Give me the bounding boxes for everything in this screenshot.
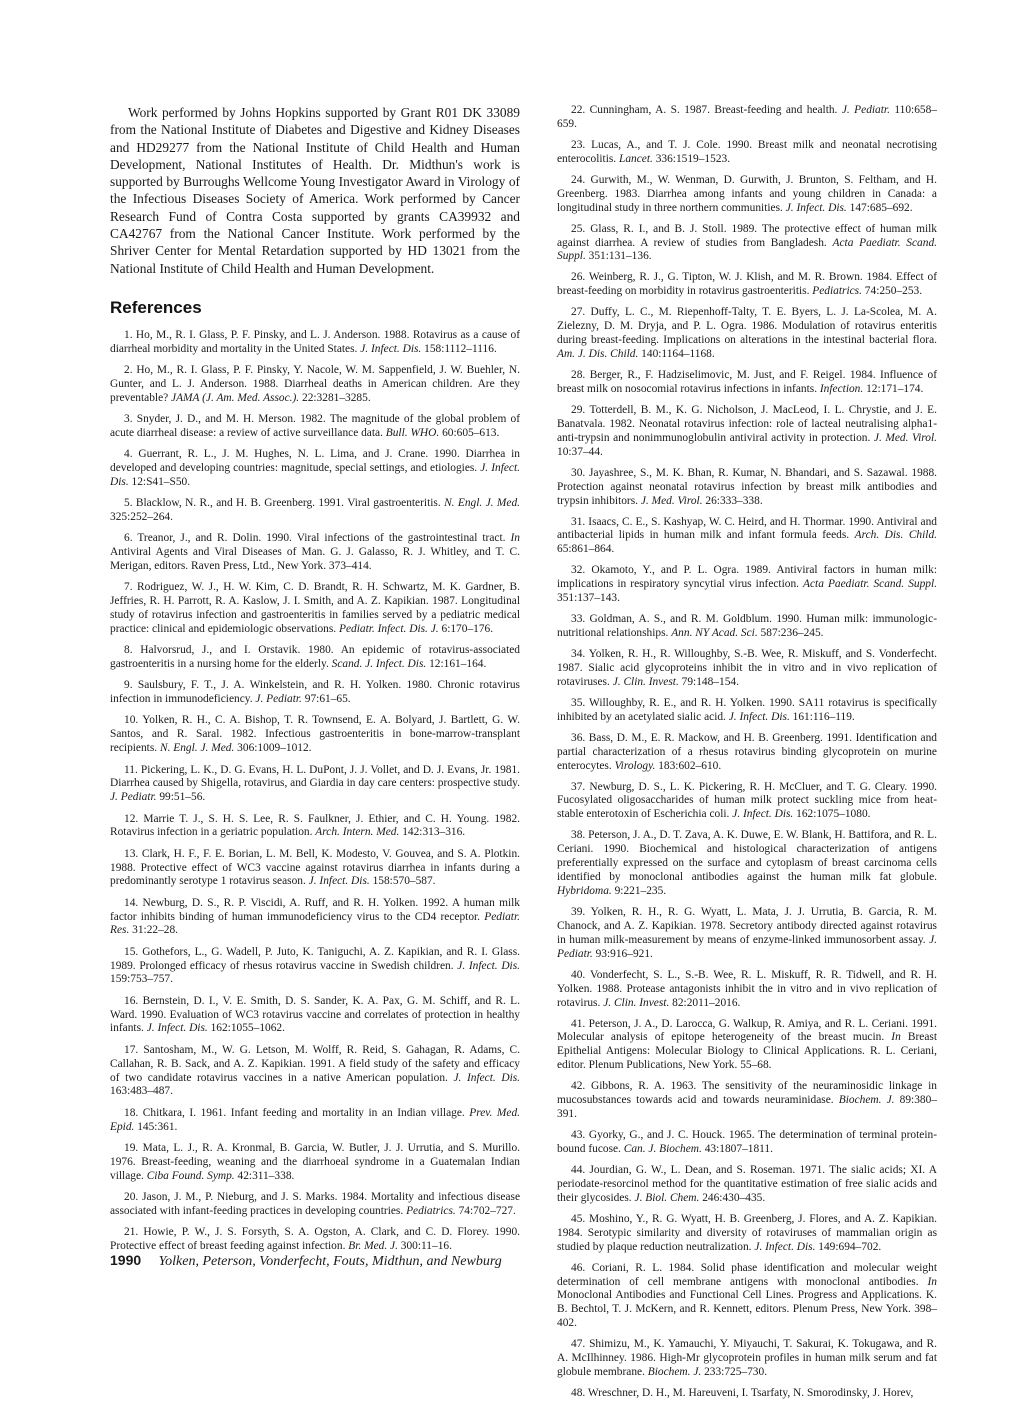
reference-volume-pages: 97:61–65. [301,693,351,706]
reference-item [110,497,520,525]
reference-journal: Lancet. [619,152,653,165]
reference-volume-pages: 351:137–143. [557,592,620,605]
reference-text: 32. Okamoto, Y., and P. L. Ogra. 1989. Antiviral factors in human milk: implications in respiratory syncytial virus infection. [557,564,937,591]
reference-journal: Hybridoma. [557,885,612,897]
reference-text: 10. Yolken, R. H., C. A. Bishop, T. R. Townsend, E. A. Bolyard, J. Bartlett, G. W. Santos, and R. Saral. 1982. Infectious gastroenteritis in bone-marrow-transplant recipients. [110,714,520,755]
reference-volume-pages: 42:311–338. [234,1169,295,1182]
reference-journal: J. Clin. Invest. [612,675,679,688]
reference-journal: J. Infect. Dis. [785,201,847,214]
reference-text: 27. Duffy, L. C., M. Riepenhoff-Talty, T. E. Byers, L. J. La-Scolea, M. A. Zielezny, D. M. Dryja, and P. L. Ogra. 1986. Modulation of rotavirus enteritis during breast-feeding. Implications on alterations in the intestinal bacterial flora. [557,306,937,347]
reference-text: 2. Ho, M., R. I. Glass, P. F. Pinsky, Y. Nacole, W. M. Sappenfield, J. W. Buehler, N. Gunter, and L. J. Anderson. 1988. Diarrheal deaths in American children. Are they preventable? [110,364,520,404]
reference-journal: J. Pediatr. [841,104,890,116]
reference-text: 7. Rodriguez, W. J., H. W. Kim, C. D. Brandt, R. H. Schwartz, M. K. Gardner, B. Jeffries, R. H. Parrott, R. A. Kaslow, J. I. Smith, and A. Z. Kapikian. 1987. Longitudinal study of rotavirus infection and gastroenteritis in families served by a pediatric medical practice: clinical and epidemiologic observations. [110,581,520,636]
reference-volume-pages: 31:22–28. [129,924,179,937]
reference-volume-pages: 93:916–921. [592,947,653,960]
reference-text: 12. Marrie T. J., S. H. S. Lee, R. S. Faulkner, J. Ethier, and C. H. Young. 1982. Rotavirus infection in a geriatric population. [110,812,520,839]
reference-item [110,532,520,574]
reference-journal: Can. J. Biochem. [623,1142,702,1155]
reference-journal: Am. J. Dis. Child. [557,348,639,361]
reference-volume-pages: 161:116–119. [789,710,855,723]
reference-item [110,581,520,637]
reference-volume-pages: 99:51–56. [156,791,206,804]
reference-item [557,829,937,899]
reference-text: 17. Santosham, M., W. G. Letson, M. Wolff, R. Reid, S. Gahagan, R. Adams, C. Callahan, R. B. Sack, and A. Z. Kapikian. 1991. A field study of the safety and efficacy of two candidate rotavirus vaccines in a native American population. [110,1043,520,1084]
reference-text: 3. Snyder, J. D., and M. H. Merson. 1982. The magnitude of the global problem of acute diarrheal disease: a review of active surveillance data. [110,413,520,439]
reference-journal: Acta Paediatr. Scand. Suppl. [803,578,937,591]
reference-volume-pages: 587:236–245. [757,627,824,640]
reference-text: 28. Berger, R., F. Hadziselimovic, M. Just, and F. Reigel. 1984. Influence of breast milk on nosocomial rotavirus infections in infants. [557,369,937,395]
reference-text: 31. Isaacs, C. E., S. Kashyap, W. C. Heird, and H. Thormar. 1990. Antiviral and antibacterial lipids in human milk and infant formula feeds. [557,515,937,542]
reference-journal: J. Infect. Dis. [457,959,521,972]
reference-journal: Pediatrics. [406,1204,456,1217]
reference-volume-pages: 74:250–253. [861,285,923,298]
reference-item [557,174,937,216]
reference-text: 11. Pickering, L. K., D. G. Evans, H. L. DuPont, J. J. Vollet, and D. J. Evans, Jr. 1981. Diarrhea caused by Shigella, rotavirus, and Giardia in day care centers: prospective study. [110,763,520,790]
reference-text: 22. Cunningham, A. S. 1987. Breast-feeding and health. [571,104,842,116]
reference-item [557,969,937,1011]
reference-journal: J. Infect. Dis. [308,875,370,888]
reference-text: 13. Clark, H. F., F. E. Borian, L. M. Bell, K. Modesto, V. Gouvea, and S. A. Plotkin. 1988. Protective effect of WC3 vaccine against rotavirus diarrhea in infants during a predominantly serotype 1 rotavirus season. [110,847,520,888]
reference-item [110,448,520,490]
reference-journal: Pediatr. Res. [110,910,520,937]
reference-journal: In [891,1031,901,1044]
reference-volume-pages: 162:1055–1062. [207,1022,285,1035]
reference-journal: J. Infect. Dis. [453,1071,521,1084]
reference-volume-pages: Antiviral Agents and Viral Diseases of Man. G. J. Galasso, R. J. Whitley, and T. C. Merigan, editors. Raven Press, Ltd., New York. 373–414. [110,546,520,573]
reference-item [110,329,520,357]
reference-volume-pages: 306:1009–1012. [234,742,312,755]
reference-text: 37. Newburg, D. S., L. K. Pickering, R. H. McCluer, and T. G. Cleary. 1990. Fucosylated oligosaccharides of human milk protect suckling mice from heat-stable enterotoxin of Escherichia coli. [557,780,937,821]
reference-journal: J. Infect. Dis. [732,808,794,821]
reference-volume-pages: 110:658–659. [557,104,937,130]
reference-volume-pages: 74:702–727. [455,1204,516,1217]
reference-text: 39. Yolken, R. H., R. G. Wyatt, L. Mata, J. J. Urrutia, B. Garcia, R. M. Chanock, and A. Z. Kapikian. 1978. Secretory antibody directed against rotavirus in human milk-measurement by means of enzyme-linked immunosorbent assay. [557,906,937,946]
reference-item [557,1018,937,1074]
reference-item [557,404,937,460]
reference-text: 9. Saulsbury, F. T., J. A. Winkelstein, and R. H. Yolken. 1980. Chronic rotavirus infection in immunodeficiency. [110,679,520,706]
references-list-right [557,104,937,1401]
reference-volume-pages: 158:1112–1116. [421,342,497,355]
reference-journal: Pediatrics. [812,285,862,298]
reference-text: 30. Jayashree, S., M. K. Bhan, R. Kumar, N. Bhandari, and S. Sazawal. 1988. Protection against neonatal rotavirus infection by breast milk antibodies and trypsin inhibitors. [557,466,937,507]
reference-journal: J. Med. Virol. [640,494,703,507]
reference-volume-pages: 233:725–730. [701,1366,768,1379]
references-heading: References [110,297,202,317]
reference-text: 45. Moshino, Y., R. G. Wyatt, H. B. Greenberg, J. Flores, and A. Z. Kapikian. 1984. Serotypic similarity and diversity of rotaviruses of mammalian origin as studied by plaque reduction neutralization. [557,1212,937,1253]
reference-item [557,1080,937,1122]
reference-item [557,697,937,725]
reference-journal: N. Engl. J. Med. [444,497,521,510]
reference-item [110,644,520,672]
reference-text: 47. Shimizu, M., K. Yamauchi, Y. Miyauchi, T. Sakurai, K. Tokugawa, and R. A. McIlhinney. 1986. High-Mr glycoprotein profiles in human milk serum and fat globule membrane. [557,1338,937,1379]
reference-journal: J. Pediatr. [557,933,937,960]
reference-volume-pages: 162:1075–1080. [793,808,871,821]
reference-volume-pages: 145:361. [134,1120,178,1133]
reference-item [557,1338,937,1380]
page-footer [110,1252,530,1270]
reference-text: 24. Gurwith, M., W. Wenman, D. Gurwith, J. Brunton, S. Feltham, and H. Greenberg. 1983. Diarrhea among infants and young children in Canada: a longitudinal study in three northern communities. [557,173,937,214]
reference-item [110,764,520,806]
reference-journal: Br. Med. J. [348,1239,398,1252]
reference-item [110,1191,520,1219]
reference-volume-pages: 351:131–136. [585,250,652,263]
reference-text: 42. Gibbons, R. A. 1963. The sensitivity of the neuraminosidic linkage in mucosubstances towards acid and towards neuraminidase. [557,1080,937,1107]
reference-item [557,1164,937,1206]
reference-journal: J. Infect. Dis. [754,1240,816,1253]
reference-volume-pages: 65:861–864. [557,543,615,556]
reference-volume-pages: Breast Epithelial Antigens: Molecular Biology to Clinical Applications. R. L. Ceriani, editor. Plenum Publications, New York. 55–68. [557,1031,937,1072]
reference-text: 35. Willoughby, R. E., and R. H. Yolken. 1990. SA11 rotavirus is specifically inhibited by an acetylated sialic acid. [557,696,937,723]
reference-volume-pages: 89:380–391. [557,1094,938,1121]
reference-volume-pages: 12:161–164. [426,658,487,671]
reference-item [557,781,937,823]
reference-text: 48. Wreschner, D. H., M. Hareuveni, I. Tsarfaty, N. Smorodinsky, J. Horev, [571,1387,914,1400]
reference-journal: J. Infect. Dis. [146,1022,208,1035]
reference-item [557,564,937,606]
reference-journal: Scand. J. Infect. Dis. [331,658,427,671]
reference-volume-pages: 12:S41–S50. [128,476,191,489]
reference-journal: J. Pediatr. [255,693,302,706]
reference-volume-pages: 142:313–316. [399,826,466,839]
reference-item [110,1044,520,1100]
reference-volume-pages: 163:483–487. [110,1085,173,1098]
reference-item [110,897,520,939]
reference-journal: JAMA (J. Am. Med. Assoc.). [171,391,300,404]
page-number: 1990 [110,1252,142,1268]
reference-item [557,139,937,167]
reference-item [110,1142,520,1184]
reference-volume-pages: 325:252–264. [110,511,173,524]
reference-item [110,946,520,988]
reference-volume-pages: 22:3281–3285. [299,391,371,404]
reference-volume-pages: 140:1164–1168. [638,348,715,361]
reference-volume-pages: 183:602–610. [655,759,722,772]
reference-journal: Biochem. J. [647,1366,702,1379]
reference-item [557,104,937,132]
reference-text: 15. Gothefors, L., G. Wadell, P. Juto, K. Taniguchi, A. Z. Kapikian, and R. I. Glass. 1989. Prolonged efficacy of rhesus rotavirus vaccine in Swedish children. [110,945,520,972]
reference-journal: J. Biol. Chem. [634,1191,700,1204]
reference-item [110,1226,520,1254]
reference-volume-pages: 159:753–757. [110,973,173,986]
reference-text: 20. Jason, J. M., P. Nieburg, and J. S. Marks. 1984. Mortality and infectious disease associated with infant-feeding practices in developing countries. [110,1190,520,1217]
reference-volume-pages: 246:430–435. [699,1191,766,1204]
references-list-left [110,329,520,1254]
reference-journal: In [927,1275,937,1288]
reference-text: 23. Lucas, A., and T. J. Cole. 1990. Breast milk and neonatal necrotising enterocolitis. [557,138,937,165]
reference-item [110,1107,520,1135]
reference-text: 8. Halvorsrud, J., and I. Orstavik. 1980. An epidemic of rotavirus-associated gastroenteritis in a nursing home for the elderly. [110,644,520,671]
left-column [110,104,520,1261]
reference-volume-pages: 26:333–338. [702,494,763,507]
reference-journal: N. Engl. J. Med. [159,742,235,755]
reference-item [557,732,937,774]
reference-volume-pages: 147:685–692. [846,201,913,214]
reference-journal: Bull. WHO. [385,427,440,439]
reference-text: 26. Weinberg, R. J., G. Tipton, W. J. Klish, and M. R. Brown. 1984. Effect of breast-feeding on morbidity in rotavirus gastroenteritis. [557,271,937,298]
reference-journal: Pediatr. Infect. Dis. J. [339,623,439,636]
reference-item [557,223,937,265]
reference-item [110,679,520,707]
reference-volume-pages: 82:2011–2016. [669,996,741,1009]
reference-item [110,995,520,1037]
reference-journal: Virology. [614,759,656,772]
reference-journal: Ciba Found. Symp. [146,1169,235,1182]
reference-text: 34. Yolken, R. H., R. Willoughby, S.-B. Wee, R. Miskuff, and S. Vonderfecht. 1987. Sialic acid glycoproteins inhibit the in vitro and in vivo replication of rotaviruses. [557,648,937,688]
reference-journal: Biochem. J. [838,1094,895,1107]
reference-text: 5. Blacklow, N. R., and H. B. Greenberg. 1991. Viral gastroenteritis. [124,497,445,510]
reference-item [110,813,520,841]
reference-text: 41. Peterson, J. A., D. Larocca, G. Walkup, R. Amiya, and R. L. Ceriani. 1991. Molecular analysis of epitope heterogeneity of the breast mucin. [557,1017,937,1044]
reference-item [110,848,520,890]
reference-item [557,306,937,362]
reference-item [557,369,937,397]
reference-volume-pages: 336:1519–1523. [652,152,731,165]
reference-item [110,714,520,756]
reference-text: 46. Coriani, R. L. 1984. Solid phase identification and molecular weight determination of cell membrane antigens with monoclonal antibodies. [557,1261,937,1288]
reference-volume-pages: 12:171–174. [863,382,924,395]
reference-item [110,413,520,441]
running-head: Yolken, Peterson, Vonderfecht, Fouts, Midthun, and Newburg [158,1254,502,1269]
reference-item [557,467,937,509]
reference-text: 29. Totterdell, B. M., K. G. Nicholson, J. MacLeod, I. L. Chrystie, and J. E. Banatvala. 1982. Neonatal rotavirus infection: role of lacteal neutralising alpha1-anti-trypsin and nonimmunoglobulin antiviral activity in protection. [557,403,937,444]
reference-journal: J. Infect. Dis. [728,710,790,723]
reference-item [557,516,937,558]
reference-journal: J. Infect. Dis. [360,342,422,355]
reference-journal: J. Med. Virol. [873,431,937,444]
reference-journal: Arch. Intern. Med. [315,826,400,839]
reference-journal: Acta Paediatr. Scand. Suppl. [557,236,937,263]
reference-volume-pages: 149:694–702. [815,1240,882,1253]
right-column [557,104,937,1408]
reference-text: 43. Gyorky, G., and J. C. Houck. 1965. The determination of terminal protein-bound fucose. [557,1129,937,1155]
reference-volume-pages: 43:1807–1811. [701,1142,773,1155]
reference-journal: Ann. NY Acad. Sci. [671,627,758,640]
reference-journal: Arch. Dis. Child. [854,529,937,542]
reference-text: 36. Bass, D. M., E. R. Mackow, and H. B. Greenberg. 1991. Identification and partial characterization of a rhesus rotavirus binding glycoprotein on murine enterocytes. [557,731,937,772]
reference-item [557,1129,937,1157]
reference-volume-pages: 300:11–16. [397,1239,452,1252]
reference-journal: Infection. [819,382,864,395]
reference-text: 38. Peterson, J. A., D. T. Zava, A. K. Duwe, E. W. Blank, H. Battifora, and R. L. Ceriani. 1990. Biochemical and histological characterization of antigens preferentially expressed on the surface and cytoplasm of breast carcinoma cells identified by monoclonal antibodies against the human milk fat globule. [557,829,937,884]
reference-text: 21. Howie, P. W., J. S. Forsyth, S. A. Ogston, A. Clark, and C. D. Florey. 1990. Protective effect of breast feeding against infection. [110,1225,520,1252]
reference-journal: J. Infect. Dis. [110,462,520,489]
reference-text: 40. Vonderfecht, S. L., S.-B. Wee, R. L. Miskuff, R. R. Tidwell, and R. H. Yolken. 1988. Protease antagonists inhibit the in vitro and in vivo replication of rotavirus. [557,968,937,1009]
reference-text: 6. Treanor, J., and R. Dolin. 1990. Viral infections of the gastrointestinal tract. [124,532,511,545]
reference-item [557,1262,937,1332]
reference-journal: In [510,532,520,545]
reference-text: 4. Guerrant, R. L., J. M. Hughes, N. L. Lima, and J. Crane. 1990. Diarrhea in developed and developing countries: magnitude, special settings, and etiologies. [110,448,520,475]
reference-text: 44. Jourdian, G. W., L. Dean, and S. Roseman. 1971. The sialic acids; XI. A periodate-resorcinol method for the quantitative estimation of free sialic acids and their glycosides. [557,1163,937,1204]
reference-journal: Prev. Med. Epid. [110,1106,520,1133]
reference-volume-pages: Monoclonal Antibodies and Functional Cell Lines. Progress and Applications. K. B. Bechtol, T. J. McKern, and R. Kennett, editors. Plenum Press, New York. 398–402. [557,1289,937,1330]
reference-item [557,1213,937,1255]
reference-text: 16. Bernstein, D. I., V. E. Smith, D. S. Sander, K. A. Pax, G. M. Schiff, and R. L. Ward. 1990. Evaluation of WC3 rotavirus vaccine and correlates of protection in healthy infants. [110,994,520,1035]
reference-volume-pages: 6:170–176. [438,623,494,636]
reference-item [557,648,937,690]
reference-text: 18. Chitkara, I. 1961. Infant feeding and mortality in an Indian village. [124,1106,470,1119]
reference-volume-pages: 10:37–44. [557,445,603,458]
reference-text: 14. Newburg, D. S., R. P. Viscidi, A. Ruff, and R. H. Yolken. 1992. A human milk factor inhibits binding of human immunodeficiency virus to the CD4 receptor. [110,896,520,923]
reference-volume-pages: 9:221–235. [611,885,667,897]
reference-journal: J. Clin. Invest. [603,996,670,1009]
reference-volume-pages: 79:148–154. [678,675,739,688]
reference-item [557,1387,937,1401]
reference-item [557,906,937,962]
reference-item [557,613,937,641]
reference-text: 25. Glass, R. I., and B. J. Stoll. 1989. The protective effect of human milk against diarrhea. A review of studies from Bangladesh. [557,222,937,249]
acknowledgments-paragraph: Work performed by Johns Hopkins supported by Grant R01 DK 33089 from the National Institute of Diabetes and Digestive and Kidney Diseases and HD29277 from the National Institute of Child Health and Human Development, National Institutes of Health. Dr. Midthun's work is supported by Burroughs Wellcome Young Investigator Award in Virology of the Infectious Diseases Society of America. Work performed by Cancer Research Fund of Contra Costa supported by grants CA39932 and CA42767 from the National Cancer Institute. Work performed by the Shriver Center for Mental Retardation supported by HD 13021 from the National Institute of Child Health and Human Development. [110,105,520,276]
reference-volume-pages: 60:605–613. [439,427,500,439]
reference-journal: J. Pediatr. [110,791,157,804]
reference-item [557,271,937,299]
reference-text: 1. Ho, M., R. I. Glass, P. F. Pinsky, and L. J. Anderson. 1988. Rotavirus as a cause of diarrheal morbidity and mortality in the United States. [110,328,520,355]
reference-item [110,364,520,406]
reference-text: 19. Mata, L. J., R. A. Kronmal, B. Garcia, W. Butler, J. J. Urrutia, and S. Murillo. 1976. Breast-feeding, weaning and the diarrhoeal syndrome in a Guatemalan Indian village. [110,1141,520,1182]
reference-volume-pages: 158:570–587. [369,875,436,888]
reference-text: 33. Goldman, A. S., and R. M. Goldblum. 1990. Human milk: immunologic-nutritional relationships. [557,613,937,640]
